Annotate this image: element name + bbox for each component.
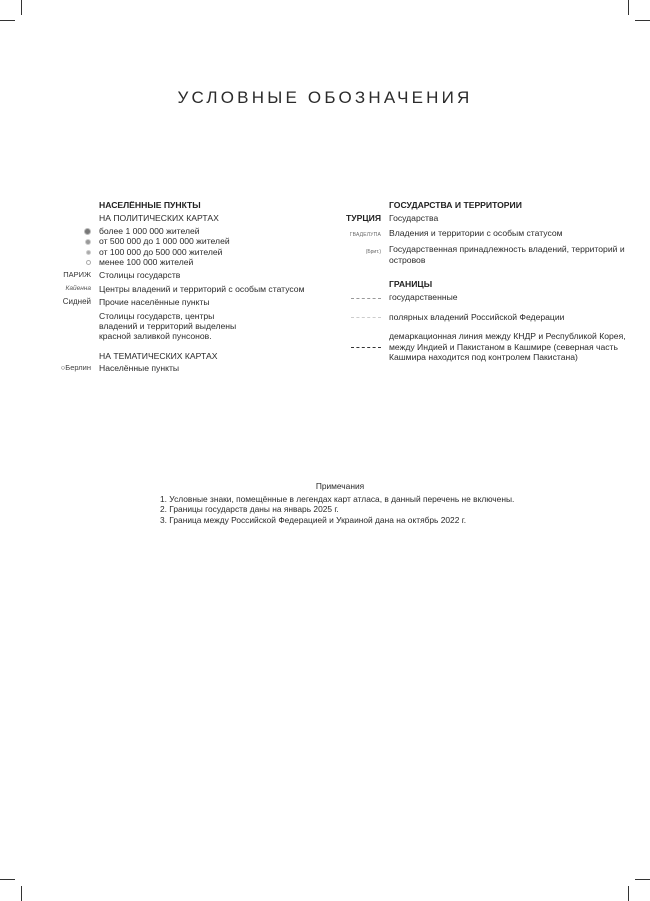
dot-large-icon	[84, 228, 91, 235]
note-item: 2. Границы государств даны на январь 2025 г.	[160, 504, 339, 515]
crop-mark-bottom-right-v	[628, 886, 629, 901]
label-type-item: Сидней Прочие населённые пункты	[55, 297, 345, 307]
state-item: ТУРЦИЯ Государства	[346, 213, 439, 224]
crop-mark-top-right-h	[635, 20, 650, 21]
territory-center-sample: Кайенна	[65, 284, 91, 292]
berlin-sample: ○Берлин	[60, 363, 91, 373]
demarcation-line-icon	[351, 347, 381, 348]
crop-mark-top-right-v	[628, 0, 629, 15]
crop-mark-bottom-left-v	[21, 886, 22, 901]
crop-mark-top-left-v	[21, 0, 22, 15]
note-item: 1. Условные знаки, помещённые в легендах карт атласа, в данный перечень не включены.	[160, 493, 515, 504]
border-item: государственные	[345, 292, 635, 302]
dot-small-icon	[86, 250, 91, 255]
label-type-item: Кайенна Центры владений и территорий с особым статусом	[55, 284, 345, 294]
dot-hollow-icon	[86, 260, 91, 265]
state-sample: ТУРЦИЯ	[346, 213, 381, 224]
state-border-line-icon	[351, 298, 381, 299]
states-section	[345, 200, 635, 362]
crop-mark-bottom-left-h	[0, 879, 15, 880]
political-maps-label: НА ПОЛИТИЧЕСКИХ КАРТАХ	[99, 213, 219, 224]
borders-heading: ГРАНИЦЫ	[389, 279, 433, 290]
settlements-section	[55, 200, 345, 374]
dot-medium-icon	[85, 239, 91, 245]
polar-border-line-icon	[351, 317, 381, 318]
label-type-item: ПАРИЖ Столицы государств	[55, 270, 345, 280]
border-item: полярных владений Российской Федерации	[345, 312, 635, 322]
note-item: 3. Граница между Российской Федерацией и Украиной дана на октябрь 2022 г.	[160, 514, 467, 525]
state-item: (Брит.) Государственная принадлежность владений, территорий и островов	[345, 244, 635, 265]
state-item: ГВАДЕЛУПА Владения и территории с особым статусом	[345, 228, 635, 240]
capitals-note: Столицы государств, центры владений и территорий выделены красной заливкой пунсонов.	[99, 310, 237, 342]
notes-title: Примечания	[315, 481, 365, 491]
crop-mark-top-left-h	[0, 20, 15, 21]
capital-sample: ПАРИЖ	[63, 270, 91, 280]
dot-hollow-icon: ○	[60, 363, 66, 373]
affiliation-sample: (Брит.)	[365, 249, 381, 256]
population-item: более 1 000 000 жителей	[55, 226, 345, 236]
population-item: менее 100 000 жителей	[55, 257, 345, 267]
settlements-heading: НАСЕЛЁННЫЕ ПУНКТЫ	[99, 200, 201, 210]
thematic-item: ○Берлин Населённые пункты	[55, 363, 345, 373]
territory-sample: ГВАДЕЛУПА	[349, 231, 381, 238]
crop-mark-bottom-right-h	[635, 879, 650, 880]
page-title: УСЛОВНЫЕ ОБОЗНАЧЕНИЯ	[177, 88, 473, 107]
other-settlement-sample: Сидней	[62, 297, 91, 307]
border-item: демаркационная линия между КНДР и Республикой Корея, между Индией и Пакистаном в Кашмире (северная часть Кашмира находится под контролем Пакистана)	[345, 331, 635, 362]
thematic-maps-label: НА ТЕМАТИЧЕСКИХ КАРТАХ	[99, 350, 218, 361]
notes-section	[160, 481, 560, 525]
population-item: от 100 000 до 500 000 жителей	[55, 247, 345, 257]
population-item: от 500 000 до 1 000 000 жителей	[55, 236, 345, 246]
states-heading: ГОСУДАРСТВА И ТЕРРИТОРИИ	[389, 200, 522, 210]
